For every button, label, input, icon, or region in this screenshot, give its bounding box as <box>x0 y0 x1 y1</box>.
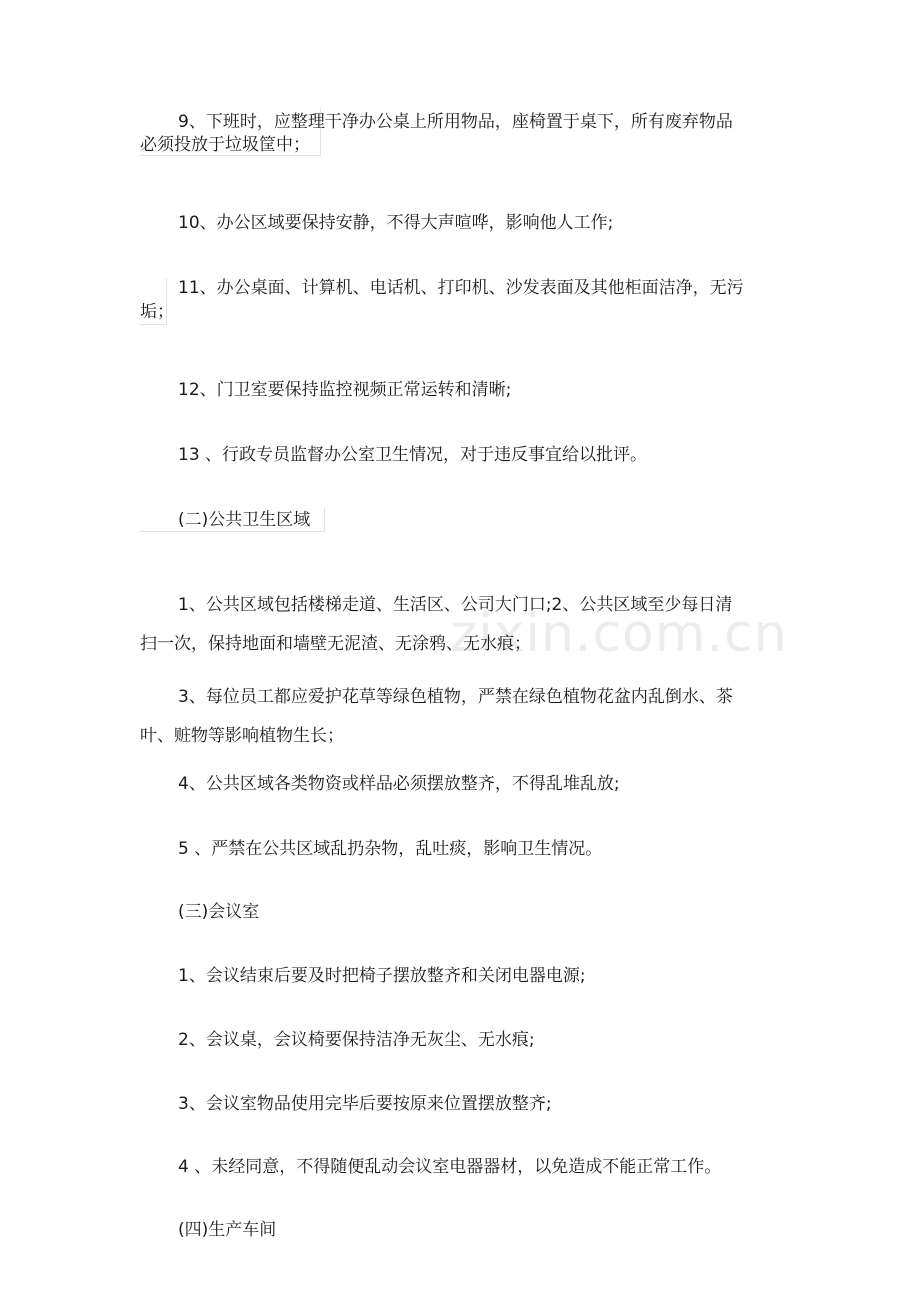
paragraph-line: 3、每位员工都应爱护花草等绿色植物，严禁在绿色植物花盆内乱倒水、茶 <box>178 687 733 707</box>
paragraph-line: 11、办公桌面、计算机、电话机、打印机、沙发表面及其他柜面洁净，无污 <box>178 278 744 298</box>
paragraph-line: 垢； <box>140 302 174 322</box>
paragraph-line: 4 、未经同意，不得随便乱动会议室电器器材，以免造成不能正常工作。 <box>178 1157 722 1177</box>
watermark: zixin.com.cn <box>450 604 788 664</box>
section-heading: (三)会议室 <box>178 902 260 922</box>
paragraph-line: 1、会议结束后要及时把椅子摆放整齐和关闭电器电源; <box>178 966 586 986</box>
paragraph-line: 2、会议桌，会议椅要保持洁净无灰尘、无水痕; <box>178 1030 535 1050</box>
paragraph-line: 3、会议室物品使用完毕后要按原来位置摆放整齐; <box>178 1094 552 1114</box>
paragraph-line: 扫一次，保持地面和墙壁无泥渣、无涂鸦、无水痕； <box>140 634 531 654</box>
paragraph-line: 1、公共区域包括楼梯走道、生活区、公司大门口;2、公共区域至少每日清 <box>178 595 733 615</box>
section-heading: (四)生产车间 <box>178 1220 277 1240</box>
paragraph-line: 9、下班时，应整理干净办公桌上所用物品，座椅置于桌下，所有废弃物品 <box>178 112 733 132</box>
frame-line <box>140 324 166 325</box>
paragraph-line: 12、门卫室要保持监控视频正常运转和清晰; <box>178 380 512 400</box>
paragraph-line: 13 、行政专员监督办公室卫生情况，对于违反事宜给以批评。 <box>178 445 648 465</box>
paragraph-line: 必须投放于垃圾筐中； <box>140 135 310 155</box>
paragraph-line: 5 、严禁在公共区域乱扔杂物，乱吐痰，影响卫生情况。 <box>178 839 603 859</box>
frame-line <box>324 508 325 532</box>
section-heading: (二)公共卫生区域 <box>178 510 311 530</box>
paragraph-line: 4、公共区域各类物资或样品必须摆放整齐，不得乱堆乱放; <box>178 774 620 794</box>
paragraph-line: 10、办公区域要保持安静，不得大声喧哗，影响他人工作; <box>178 213 614 233</box>
paragraph-line: 叶、赃物等影响植物生长； <box>140 726 344 746</box>
